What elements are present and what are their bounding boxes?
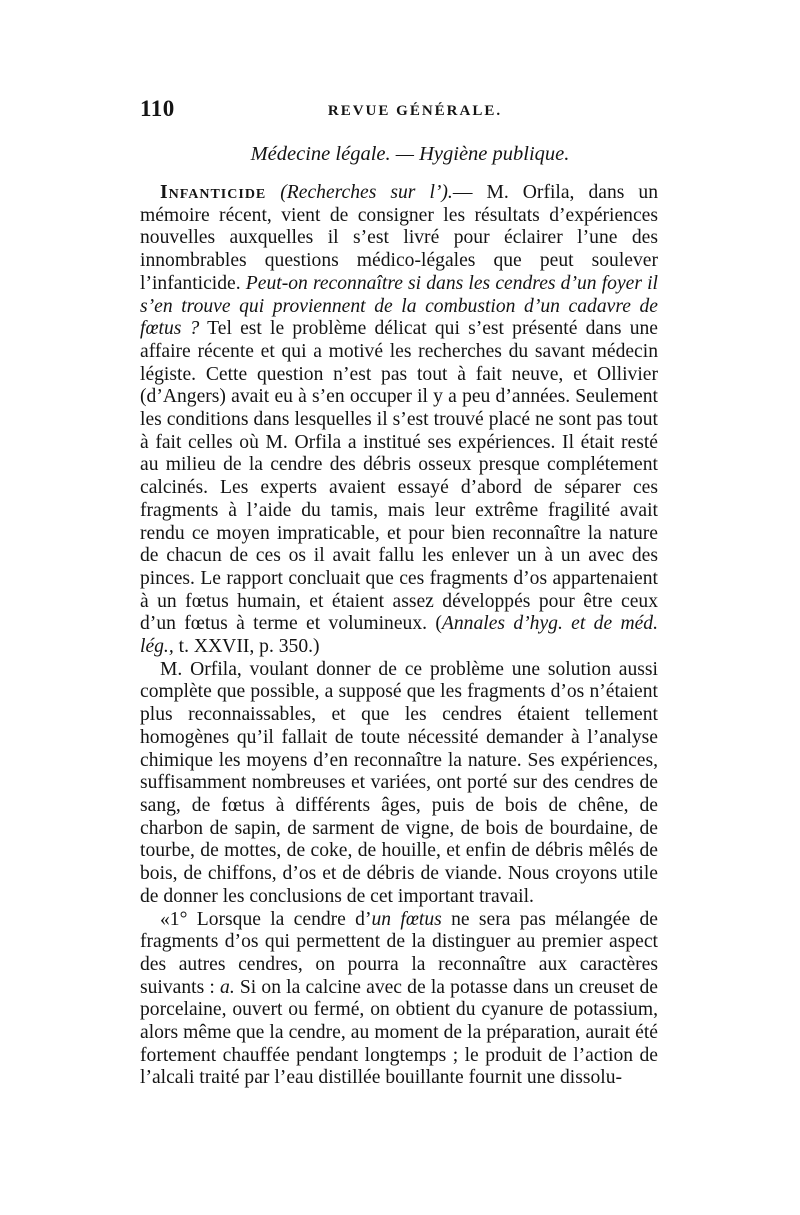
running-head: REVUE GÉNÉRALE. [327,103,503,119]
body-text [140,182,658,1090]
paragraph-text: — M. Orfila, dans un mémoire récent, vient de consigner les résultats d’expériences nouvelles auxquelles il s’est livré pour éclairer l’une des innombrables questions médico-légales que peut soulever l’infanticide. [140,182,658,294]
article-heading: Infanticide [160,182,267,203]
question-text: Peut-on reconnaître si dans les cendres d’un foyer il s’en trouve qui proviennent de la combustion d’un cadavre de fœtus ? [140,272,659,340]
page-number: 110 [140,96,175,121]
paragraph-text: Tel est le problème délicat qui s’est présenté dans une affaire récente et qui a motivé les recherches du savant médecin légiste. Cette question n’est pas tout à fait neuve, et Ollivier (d’Angers) avait eu à s’en occuper il y a peu d’années. Seulement les conditions dans lesquelles il s’est trouvé placé ne sont pas tout à fait celles où M. Orfila a institué ses expériences. Il était resté au milieu de la cendre des débris osseux presque complétement calcinés. Les experts avaient essayé d’abord de séparer ces fragments à l’aide du tamis, mais leur extrême fragilité avait rendu ce moyen impraticable, et pour bien reconnaître la nature de chacun de ces os il avait fallu les enlever un à un avec des pinces. Le rapport concluait que ces fragments d’os appartenaient à un fœtus humain, et étaient assez développés pour être ceux d’un fœtus à terme et volumineux. ( [140,318,658,635]
paragraph-infanticide [140,182,658,659]
italic-term: un fœtus [371,908,442,930]
paragraph-text: ne sera pas mélangée de fragments d’os qui permettent de la distinguer au premier aspect des autres cendres, on pourra la reconnaître aux caractères suivants : [140,908,658,998]
paragraph-conclusions [140,909,658,1091]
paragraph-experiments: M. Orfila, voulant donner de ce problème une solution aussi complète que possible, a supposé que les fragments d’os n’étaient plus reconnaissables, et que les cendres étaient tellement homogènes qu’il fallait de toute nécessité demander à l’analyse chimique les moyens d’en reconnaître la nature. Ses expériences, suffisamment nombreuses et variées, ont porté sur des cendres de sang, de fœtus à différents âges, puis de bois de chêne, de charbon de sapin, de sarment de vigne, de bois de bourdaine, de tourbe, de mottes, de coke, de houille, et enfin de débris mêlés de bois, de chiffons, d’os et de débris de viande. Nous croyons utile de donner les conclusions de cet important travail. [140,658,658,907]
list-marker: a. [220,976,235,998]
article-subject: (Recherches sur l’). [280,182,453,203]
section-title: Médecine légale. — Hygiène publique. [250,143,570,165]
paragraph-text: «1° Lorsque la cendre d’ [160,908,372,930]
paragraph-text: Si on la calcine avec de la potasse dans un creuset de porcelaine, ouvert ou fermé, on obtient du cyanure de potassium, alors même que la cendre, au moment de la préparation, aurait été fortement chauffée pendant longtemps ; le produit de l’action de l’alcali traité par l’eau distillée bouillante fournit une dissolu- [140,976,658,1089]
paragraph-text: t. XXVII, p. 350.) [173,636,320,658]
citation: Annales d’hyg. et de méd. lég., [140,613,659,658]
